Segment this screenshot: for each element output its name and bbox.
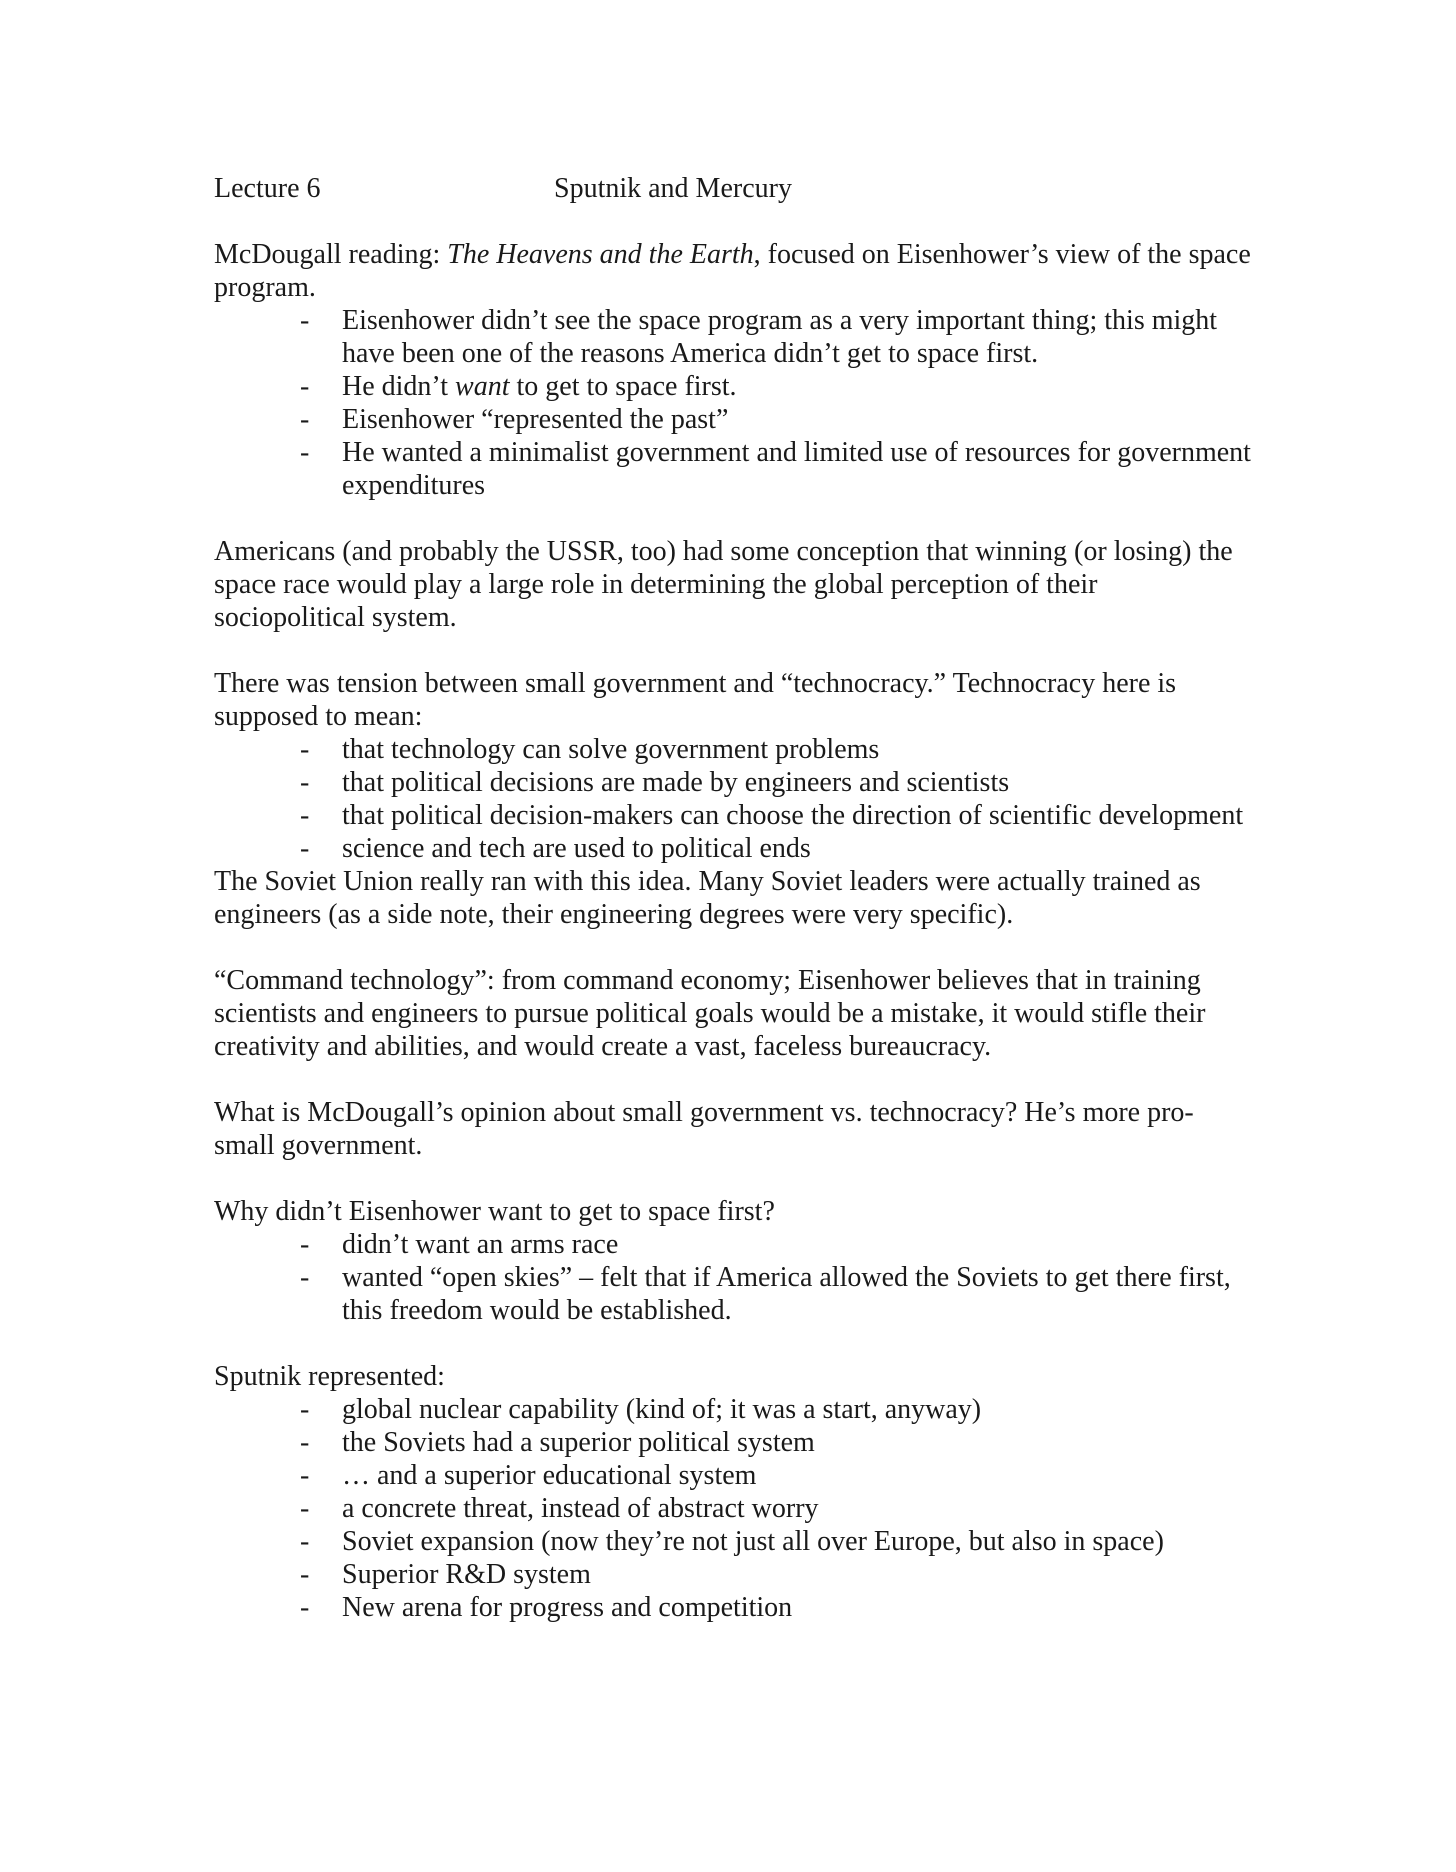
list-item: - that political decisions are made by engineers and scientists [300, 767, 1010, 798]
list-item: - the Soviets had a superior political system [300, 1427, 815, 1458]
technocracy-bullet-list [214, 733, 1254, 865]
list-item: - He wanted a minimalist government and limited use of resources for government expenditures [300, 437, 1251, 501]
list-item: - Soviet expansion (now they’re not just all over Europe, but also in space) [300, 1526, 1164, 1557]
sputnik-bullet-list [214, 1393, 1254, 1624]
eisenhower-bullet-list [214, 304, 1254, 502]
list-item: - He didn’t want to get to space first. [300, 371, 737, 402]
paragraph: “Command technology”: from command economy; Eisenhower believes that in training scientists and engineers to pursue political goals would be a mistake, it would stifle their creativity and abilities, and would create a vast, faceless bureaucracy. [214, 965, 1206, 1062]
list-item: - that political decision-makers can choose the direction of scientific development [300, 800, 1244, 831]
document-page [214, 172, 1254, 1657]
paragraph: Why didn’t Eisenhower want to get to space first? [214, 1196, 775, 1227]
list-item: - that technology can solve government problems [300, 734, 880, 765]
list-item: - Superior R&D system [300, 1559, 591, 1590]
list-item: - Eisenhower didn’t see the space program as a very important thing; this might have been one of the reasons America didn’t get to space first. [300, 305, 1218, 369]
lecture-title: Sputnik and Mercury [554, 173, 792, 204]
book-title: The Heavens and the Earth [447, 239, 754, 270]
section-technocracy [214, 667, 1254, 931]
section-space-race-perception [214, 535, 1254, 634]
paragraph: What is McDougall’s opinion about small government vs. technocracy? He’s more pro-small government. [214, 1097, 1194, 1161]
paragraph: There was tension between small government and “technocracy.” Technocracy here is supposed to mean: [214, 668, 1177, 732]
section-mcdougall-opinion [214, 1096, 1254, 1162]
paragraph: Americans (and probably the USSR, too) had some conception that winning (or losing) the space race would play a large role in determining the global perception of their sociopolitical system. [214, 536, 1233, 633]
reasons-bullet-list [214, 1228, 1254, 1327]
list-item: - a concrete threat, instead of abstract worry [300, 1493, 819, 1524]
list-item: - science and tech are used to political ends [300, 833, 811, 864]
list-item: - Eisenhower “represented the past” [300, 404, 729, 435]
lecture-number: Lecture 6 [214, 173, 321, 204]
list-item: - New arena for progress and competition [300, 1592, 793, 1623]
section-mcdougall-reading [214, 238, 1254, 502]
section-sputnik-represented [214, 1360, 1254, 1624]
mcdougall-intro: McDougall reading: The Heavens and the Earth, focused on Eisenhower’s view of the space program. [214, 239, 1251, 303]
header-line [214, 172, 1254, 205]
section-command-technology [214, 964, 1254, 1063]
list-item: - didn’t want an arms race [300, 1229, 619, 1260]
list-item: - … and a superior educational system [300, 1460, 757, 1491]
paragraph: The Soviet Union really ran with this idea. Many Soviet leaders were actually trained as engineers (as a side note, their engineering degrees were very specific). [214, 866, 1201, 930]
section-why-not-first [214, 1195, 1254, 1327]
list-item: - global nuclear capability (kind of; it was a start, anyway) [300, 1394, 982, 1425]
list-item: - wanted “open skies” – felt that if America allowed the Soviets to get there first, this freedom would be established. [300, 1262, 1231, 1326]
paragraph: Sputnik represented: [214, 1361, 445, 1392]
